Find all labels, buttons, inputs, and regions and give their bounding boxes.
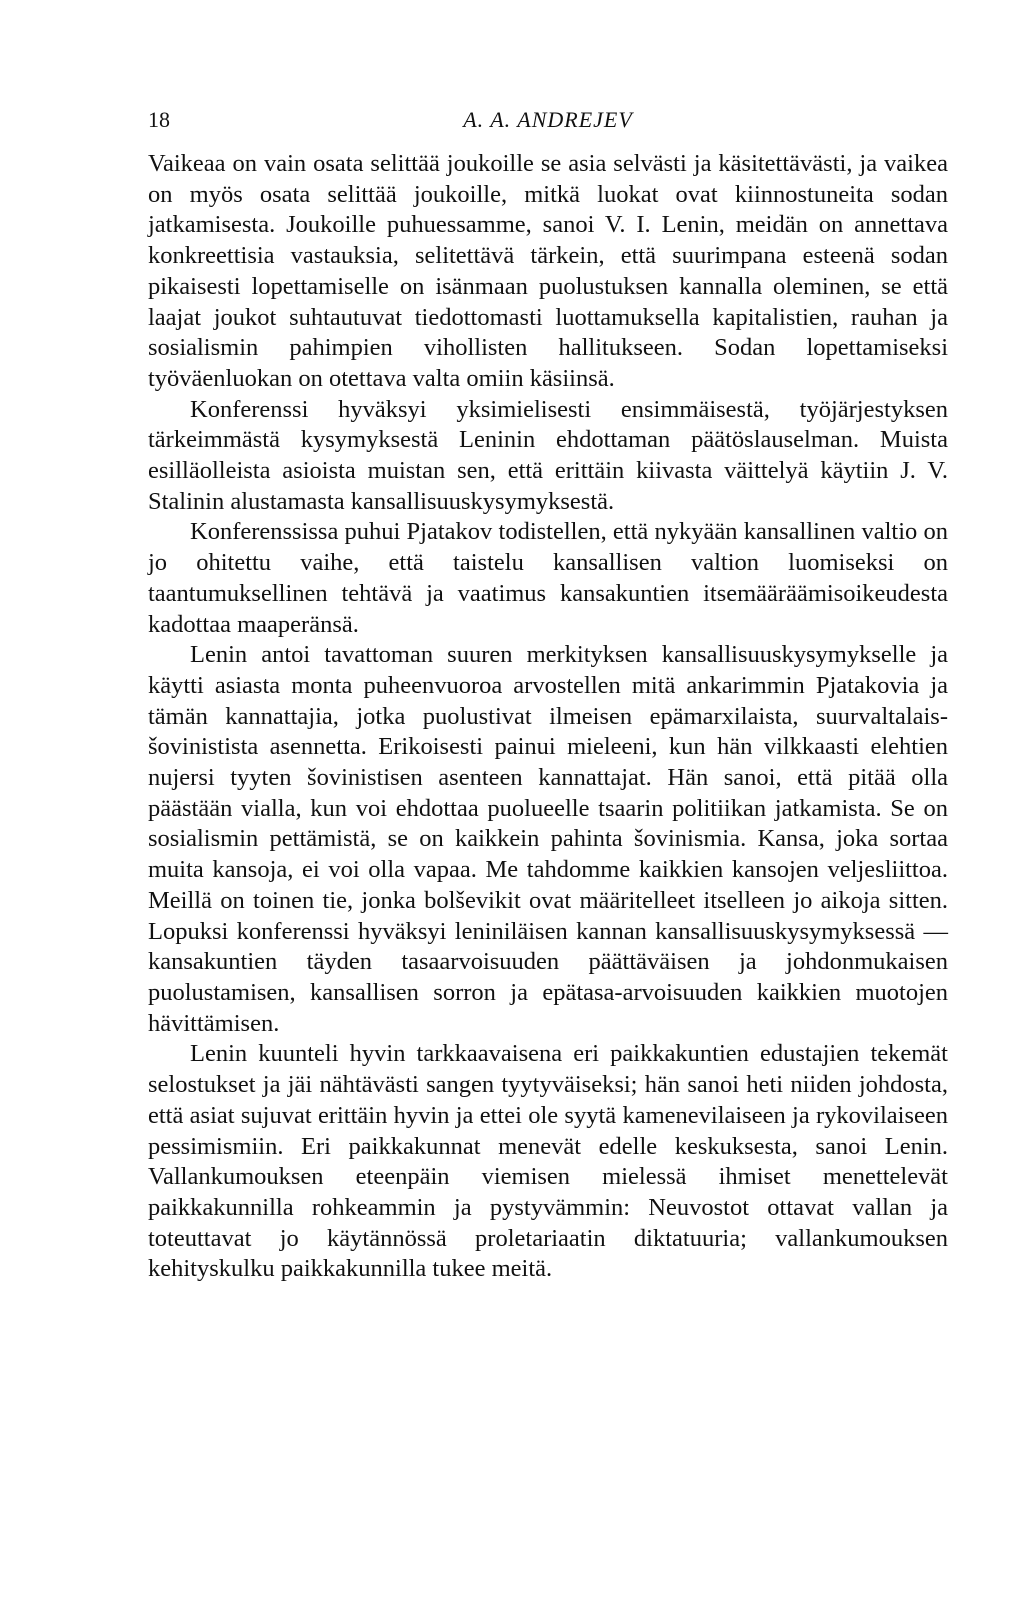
paragraph-1: Vaikeaa on vain osata selittää joukoille se asia selvästi ja käsitettävästi, ja vaikea on myös osata selittää joukoille, mitkä luokat ovat kiinnostuneita sodan jatkamisesta. Joukoille puhuessamme, sanoi V. I. Lenin, meidän on annettava konkreettisia vastauksia, selitettävä tärkein, että suurimpana esteenä sodan pikaisesti lopettamiselle on isänmaan puolustuksen kannalla oleminen, se että laajat joukot suhtautuvat tiedottomasti luottamuksella kapitalistien, rauhan ja sosialismin pahimpien vihollisten hallitukseen. Sodan lopettamiseksi työväenluokan on otettava valta omiin käsiinsä. bbox=[148, 150, 948, 392]
paragraph-2: Konferenssi hyväksyi yksimielisesti ensimmäisestä, työjärjestyksen tärkeimmästä kysymyksestä Leninin ehdottaman päätöslauselman. Muista esilläolleista asioista muistan sen, että erittäin kiivasta väittelyä käytiin J. V. Stalinin alustamasta kansallisuuskysymyksestä. bbox=[148, 395, 948, 515]
body-text bbox=[148, 149, 948, 1285]
page-number: 18 bbox=[148, 107, 170, 132]
page-header bbox=[148, 104, 948, 136]
paragraph-5: Lenin kuunteli hyvin tarkkaavaisena eri paikkakuntien edustajien tekemät selostukset ja jäi nähtävästi sangen tyytyväiseksi; hän sanoi heti niiden johdosta, että asiat sujuvat erittäin hyvin ja ettei ole syytä kamenevilaiseen ja rykovilaiseen pessimismiin. Eri paikkakunnat menevät edelle keskuksesta, sanoi Lenin. Vallankumouksen eteenpäin viemisen mielessä ihmiset menettelevät paikkakunnilla rohkeammin ja pystyvämmin: Neuvostot ottavat vallan ja toteuttavat jo käytännössä proletariaatin diktatuuria; vallankumouksen kehityskulku paikkakunnilla tukee meitä. bbox=[148, 1040, 948, 1283]
paragraph-3: Konferenssissa puhui Pjatakov todistellen, että nykyään kansallinen valtio on jo ohitettu vaihe, että taistelu kansallisen valtion luomiseksi on taantumuksellinen tehtävä ja vaatimus kansakuntien itsemääräämisoikeudesta kadottaa maaperänsä. bbox=[148, 518, 948, 638]
running-head: A. A. ANDREJEV bbox=[463, 107, 633, 132]
paragraph-4: Lenin antoi tavattoman suuren merkityksen kansallisuuskysymykselle ja käytti asiasta monta puheenvuoroa arvostellen mitä ankarimmin Pjatakovia ja tämän kannattajia, jotka puolustivat ilmeisen epämarxilaista, suurvaltalais-šovinistista asennetta. Erikoisesti painui mieleeni, kun hän vilkkaasti elehtien nujersi tyyten šovinistisen asenteen kannattajat. Hän sanoi, että pitää olla päästään vialla, kun voi ehdottaa puolueelle tsaarin politiikan jatkamista. Se on sosialismin pettämistä, se on kaikkein pahinta šovinismia. Kansa, joka sortaa muita kansoja, ei voi olla vapaa. Me tahdomme kaikkien kansojen veljesliittoa. Meillä on toinen tie, jonka bolševikit ovat määritelleet itselleen jo aikoja sitten. Lopuksi konferenssi hyväksyi leniniläisen kannan kansallisuuskysymyksessä — kansakuntien täyden tasaarvoisuuden päättäväisen ja johdonmukaisen puolustamisen, kansallisen sorron ja epätasa-arvoisuuden kaikkien muotojen hävittämisen. bbox=[148, 641, 948, 1037]
